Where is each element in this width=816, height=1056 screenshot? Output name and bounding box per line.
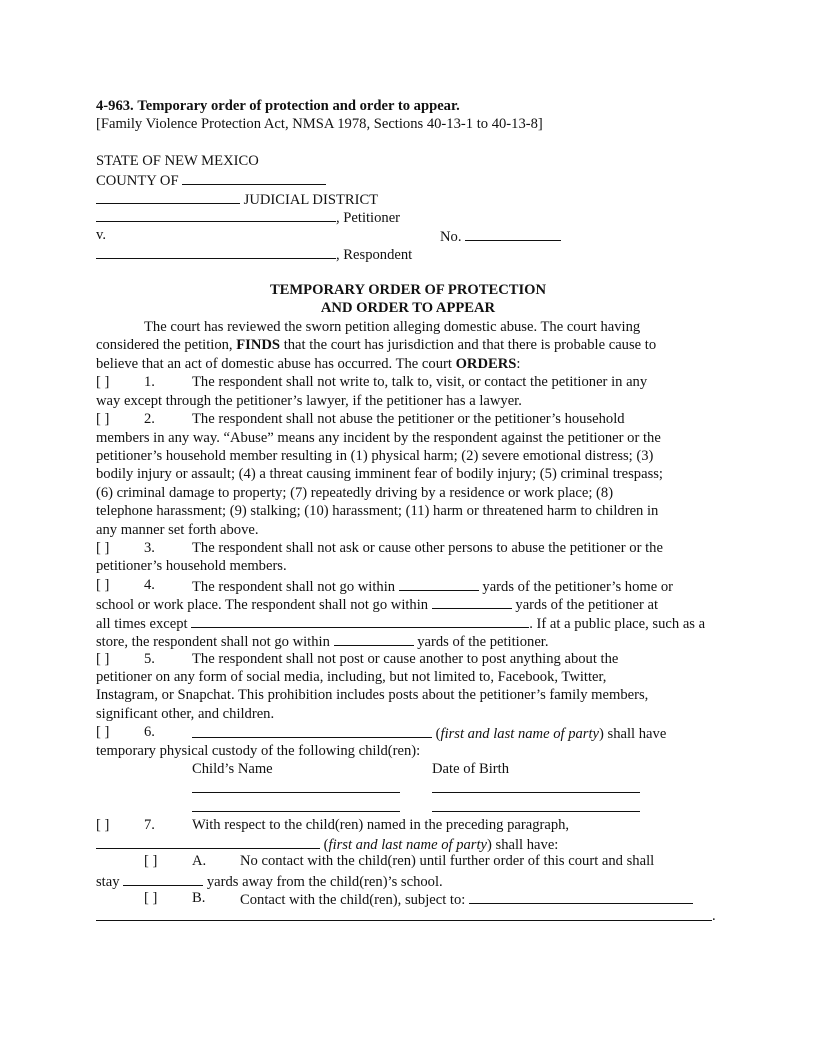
subB-letter: B. — [192, 890, 206, 906]
item4-checkbox[interactable]: [ ] — [96, 577, 110, 593]
district-blank[interactable] — [96, 189, 240, 204]
item7-text: ( — [320, 837, 329, 853]
item2-line4: bodily injury or assault; (4) a threat causing imminent fear of bodily injury; (5) criminal trespass; — [96, 466, 663, 482]
case-number — [440, 226, 561, 246]
subA-line2 — [96, 871, 443, 891]
item4-number: 4. — [144, 577, 155, 593]
orders-label: ORDERS — [455, 356, 517, 372]
intro-text: believe that an act of domestic abuse has occurred. The court — [96, 356, 452, 372]
exception-blank[interactable] — [191, 613, 529, 628]
rule-title-line — [96, 97, 460, 115]
item5-line3: Instagram, or Snapchat. This prohibition includes posts about the petitioner’s family members, — [96, 687, 649, 703]
item4-text: store, the respondent shall not go within — [96, 634, 330, 650]
subA-letter: A. — [192, 853, 207, 869]
item7-number: 7. — [144, 817, 155, 833]
caption-petitioner — [96, 207, 400, 227]
item5-line2: petitioner on any form of social media, including, but not limited to, Facebook, Twitter, — [96, 669, 607, 685]
item4-text: yards of the petitioner’s home or — [482, 579, 674, 595]
item2-line5: (6) criminal damage to property; (7) repeatedly driving by a residence or work place; (8) — [96, 485, 614, 501]
item2-line2: members in any way. “Abuse” means any incident by the respondent against the petitioner or the — [96, 430, 661, 446]
subA-text: yards away from the child(ren)’s school. — [206, 874, 443, 890]
subB-checkbox[interactable]: [ ] — [144, 890, 158, 906]
subA-text: stay — [96, 874, 120, 890]
child-name-blank-1[interactable] — [192, 792, 400, 793]
intro-line1: The court has reviewed the sworn petition alleging domestic abuse. The court having — [144, 319, 641, 335]
subB-line1 — [240, 889, 693, 909]
item6-line1 — [192, 723, 666, 743]
item2-line7: any manner set forth above. — [96, 522, 259, 538]
party-name-hint: first and last name of party — [440, 726, 600, 742]
petitioner-blank[interactable] — [96, 207, 336, 222]
item1-number: 1. — [144, 374, 155, 390]
district-label: JUDICIAL DISTRICT — [243, 192, 379, 208]
item4-text: yards of the petitioner at — [515, 597, 659, 613]
item2-checkbox[interactable]: [ ] — [96, 411, 110, 427]
item6-text: ) shall have — [599, 726, 667, 742]
caption-state: STATE OF NEW MEXICO — [96, 153, 259, 169]
citation: [Family Violence Protection Act, NMSA 1978, Sections 40-13-1 to 40-13-8] — [96, 116, 543, 132]
finds-label: FINDS — [236, 337, 281, 353]
item2-line1: The respondent shall not abuse the petitioner or the petitioner’s household — [192, 411, 625, 427]
intro-line2 — [96, 336, 656, 354]
respondent-label: , Respondent — [336, 247, 413, 263]
rule-title: Temporary order of protection and order to appear. — [137, 98, 460, 114]
end-period: . — [712, 908, 716, 924]
respondent-blank[interactable] — [96, 244, 336, 259]
item5-checkbox[interactable]: [ ] — [96, 651, 110, 667]
intro-text: : — [516, 356, 521, 372]
public-distance-blank[interactable] — [334, 631, 414, 646]
item3-line1: The respondent shall not ask or cause other persons to abuse the petitioner or the — [192, 540, 663, 556]
item4-text: The respondent shall not go within — [192, 579, 396, 595]
item5-number: 5. — [144, 651, 155, 667]
item7-line1: With respect to the child(ren) named in the preceding paragraph, — [192, 817, 570, 833]
rule-number: 4-963. — [96, 98, 134, 114]
item7-checkbox[interactable]: [ ] — [96, 817, 110, 833]
petitioner-distance-blank[interactable] — [432, 594, 512, 609]
caption-versus: v. — [96, 227, 106, 243]
county-label: COUNTY OF — [96, 173, 179, 189]
item1-checkbox[interactable]: [ ] — [96, 374, 110, 390]
item4-text: all times except — [96, 616, 188, 632]
item4-text: yards of the petitioner. — [417, 634, 549, 650]
number-label: No. — [440, 229, 462, 245]
item2-line6: telephone harassment; (9) stalking; (10) harassment; (11) harm or threatened harm to children in — [96, 503, 659, 519]
school-distance-blank[interactable] — [123, 871, 203, 886]
contact-party-blank[interactable] — [96, 834, 320, 849]
subA-checkbox[interactable]: [ ] — [144, 853, 158, 869]
intro-text: that the court has jurisdiction and that there is probable cause to — [283, 337, 657, 353]
order-heading-line2: AND ORDER TO APPEAR — [320, 300, 496, 316]
item3-checkbox[interactable]: [ ] — [96, 540, 110, 556]
party-name-hint: first and last name of party — [328, 837, 488, 853]
dob-blank-2[interactable] — [432, 811, 640, 812]
child-name-blank-2[interactable] — [192, 811, 400, 812]
item5-line4: significant other, and children. — [96, 706, 275, 722]
subB-text: Contact with the child(ren), subject to: — [240, 892, 466, 908]
item7-line2 — [96, 834, 558, 854]
item3-number: 3. — [144, 540, 155, 556]
intro-text: considered the petition, — [96, 337, 233, 353]
caption-district — [96, 189, 378, 209]
item1-line2: way except through the petitioner’s lawyer, if the petitioner has a lawyer. — [96, 393, 522, 409]
caption-respondent — [96, 244, 412, 264]
item2-number: 2. — [144, 411, 155, 427]
item4-text: . If at a public place, such as a — [529, 616, 706, 632]
caption-county — [96, 170, 326, 190]
intro-line3 — [96, 355, 520, 373]
contact-conditions-blank-2[interactable] — [96, 920, 712, 921]
item3-line2: petitioner’s household members. — [96, 558, 287, 574]
dob-header: Date of Birth — [432, 761, 510, 777]
item2-line3: petitioner’s household member resulting in (1) physical harm; (2) severe emotional distress; (3) — [96, 448, 654, 464]
dob-blank-1[interactable] — [432, 792, 640, 793]
child-name-header: Child’s Name — [192, 761, 273, 777]
order-heading-line1: TEMPORARY ORDER OF PROTECTION — [269, 282, 547, 298]
item6-checkbox[interactable]: [ ] — [96, 724, 110, 740]
custody-party-blank[interactable] — [192, 723, 432, 738]
county-blank[interactable] — [182, 170, 326, 185]
contact-conditions-blank[interactable] — [469, 889, 693, 904]
item6-number: 6. — [144, 724, 155, 740]
home-distance-blank[interactable] — [399, 576, 479, 591]
item6-text: ( — [432, 726, 441, 742]
item4-line1 — [192, 576, 673, 596]
item4-line2 — [96, 594, 658, 614]
item5-line1: The respondent shall not post or cause another to post anything about the — [192, 651, 619, 667]
item4-text: school or work place. The respondent shall not go within — [96, 597, 429, 613]
subA-line1: No contact with the child(ren) until further order of this court and shall — [240, 853, 655, 869]
item1-line1: The respondent shall not write to, talk to, visit, or contact the petitioner in any — [192, 374, 648, 390]
item4-line3 — [96, 613, 705, 633]
item6-line2: temporary physical custody of the following child(ren): — [96, 743, 421, 759]
item4-line4 — [96, 631, 549, 651]
petitioner-label: , Petitioner — [336, 210, 401, 226]
case-number-blank[interactable] — [465, 226, 561, 241]
item7-text: ) shall have: — [487, 837, 559, 853]
